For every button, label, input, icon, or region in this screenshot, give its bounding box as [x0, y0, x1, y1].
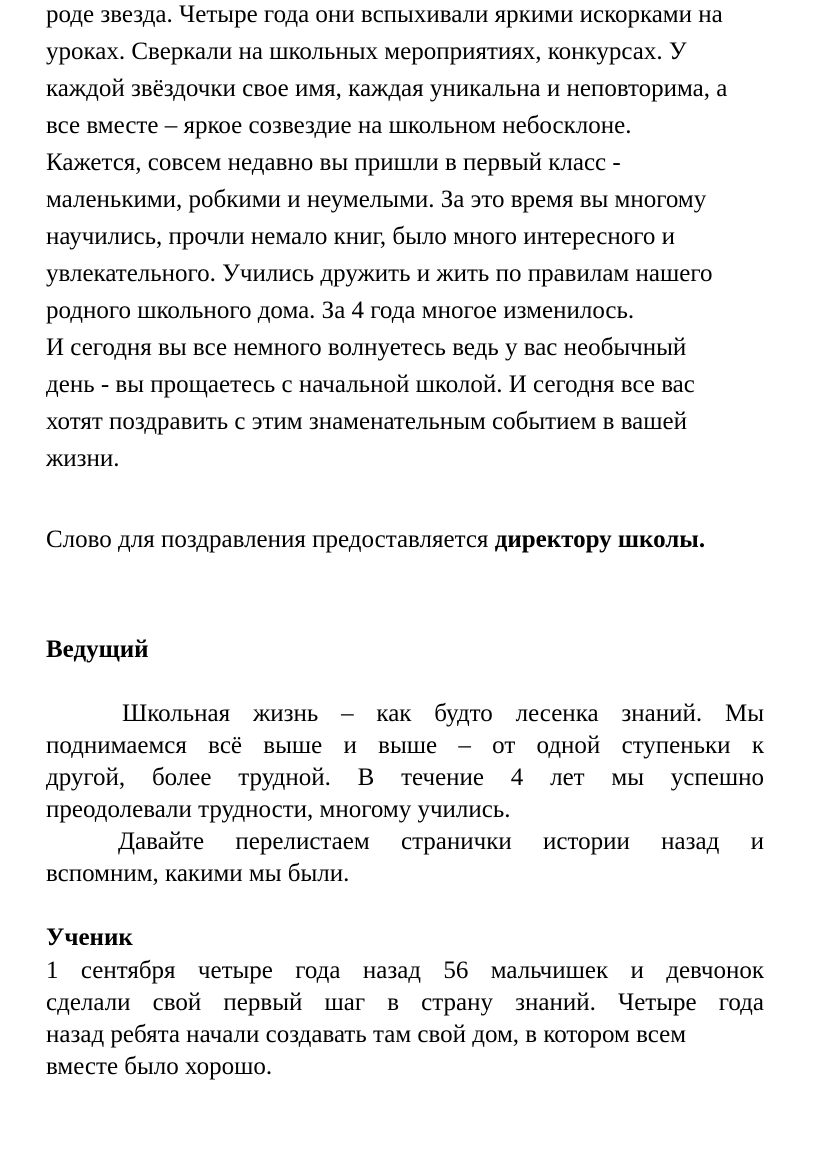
host-line: Школьная жизнь – как будто лесенка знаний. Мы: [122, 700, 764, 727]
student-heading: Ученик: [46, 924, 133, 951]
intro-line: все вместе – яркое созвездие на школьном небосклоне.: [46, 112, 632, 139]
intro-line: каждой звёздочки свое имя, каждая уникальна и неповторима, а: [46, 75, 728, 102]
student-line: 1 сентября четыре года назад 56 мальчишек и девчонок: [46, 957, 764, 984]
intro-line: хотят поздравить с этим знаменательным событием в вашей: [46, 408, 687, 435]
intro-line: день - вы прощаетесь с начальной школой. И сегодня все вас: [46, 371, 695, 398]
intro-line: И сегодня вы все немного волнуетесь ведь у вас необычный: [46, 334, 687, 361]
student-line: назад ребята начали создавать там свой дом, в котором всем: [46, 1021, 687, 1048]
host-line: преодолевали трудности, многому учились.: [46, 796, 511, 823]
host-line: другой, более трудной. В течение 4 лет мы успешно: [46, 764, 764, 791]
intro-line: родного школьного дома. За 4 года многое изменилось.: [46, 297, 635, 324]
host-line: поднимаемся всё выше и выше – от одной ступеньки к: [46, 732, 764, 759]
host-line: Давайте перелистаем странички истории назад и: [118, 828, 764, 855]
announcement-line: [46, 521, 705, 558]
host-paragraph-1: [46, 698, 764, 826]
student-paragraph: [46, 955, 764, 1083]
student-line: сделали свой первый шаг в страну знаний. Четыре года: [46, 989, 764, 1016]
intro-line: маленькими, робкими и неумелыми. За это время вы многому: [46, 186, 707, 213]
host-line: вспомним, какими мы были.: [46, 860, 350, 887]
announcement-bold: директору школы.: [494, 526, 706, 553]
intro-line: научились, прочли немало книг, было много интересного и: [46, 223, 675, 250]
intro-line: уроках. Сверкали на школьных мероприятиях, конкурсах. У: [46, 38, 687, 65]
intro-line: роде звезда. Четыре года они вспыхивали яркими искорками на: [46, 1, 723, 28]
host-paragraph-2: [46, 826, 764, 890]
student-line: вместе было хорошо.: [46, 1053, 273, 1080]
intro-line: жизни.: [46, 445, 120, 472]
intro-line: Кажется, совсем недавно вы пришли в первый класс -: [46, 149, 621, 176]
intro-paragraph: [46, 0, 727, 477]
intro-line: увлекательного. Учились дружить и жить по правилам нашего: [46, 260, 713, 287]
host-heading: Ведущий: [46, 636, 149, 663]
announcement-text: Слово для поздравления предоставляется: [46, 526, 495, 553]
